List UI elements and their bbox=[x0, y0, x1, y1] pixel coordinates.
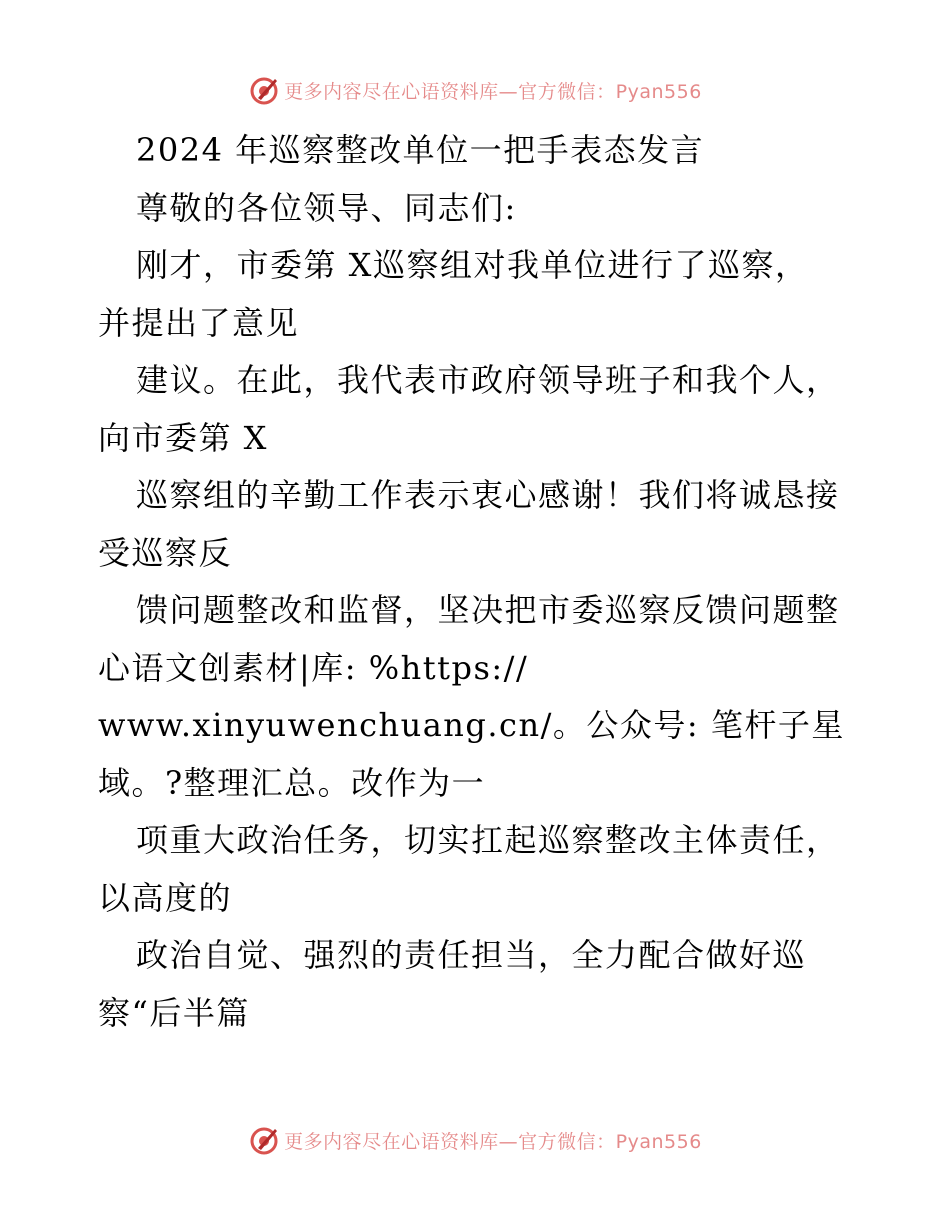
text-line: 域。?整理汇总。改作为一 bbox=[98, 763, 486, 802]
footer-banner-text: 更多内容尽在心语资料库—官方微信：Pyan556 bbox=[284, 1130, 702, 1153]
text-line: 建议。在此，我代表市政府领导班子和我个人， bbox=[136, 361, 840, 399]
text-line: 尊敬的各位领导、同志们: bbox=[136, 188, 517, 227]
text-line: 项重大政治任务，切实扛起巡察整改主体责任， bbox=[136, 821, 840, 859]
text-line: 巡察组的辛勤工作表示衷心感谢！我们将诚恳接 bbox=[136, 476, 840, 514]
text-line: 馈问题整改和监督，坚决把市委巡察反馈问题整 bbox=[136, 591, 840, 629]
text-line: www.xinyuwenchuang.cn/。公众号: 笔杆子星 bbox=[98, 706, 845, 744]
text-line: 政治自觉、强烈的责任担当，全力配合做好巡 bbox=[136, 936, 807, 974]
document-title: 2024 年巡察整改单位一把手表态发言 bbox=[136, 131, 705, 169]
text-line: 以高度的 bbox=[98, 878, 233, 917]
text-line: 察“后半篇 bbox=[98, 993, 250, 1032]
header-banner-text: 更多内容尽在心语资料库—官方微信：Pyan556 bbox=[284, 80, 702, 103]
text-line: 向市委第 X bbox=[98, 418, 268, 457]
text-line: 刚才，市委第 X巡察组对我单位进行了巡察， bbox=[136, 246, 809, 284]
quill-pen-logo-icon bbox=[248, 1124, 280, 1156]
footer-banner bbox=[0, 1120, 950, 1160]
text-line: 并提出了意见 bbox=[98, 303, 300, 342]
text-line: 心语文创素材|库: %https:// bbox=[98, 648, 529, 687]
quill-pen-logo-icon bbox=[248, 74, 280, 106]
document-body bbox=[98, 122, 878, 1042]
text-line: 受巡察反 bbox=[98, 533, 233, 572]
header-banner bbox=[0, 70, 950, 110]
